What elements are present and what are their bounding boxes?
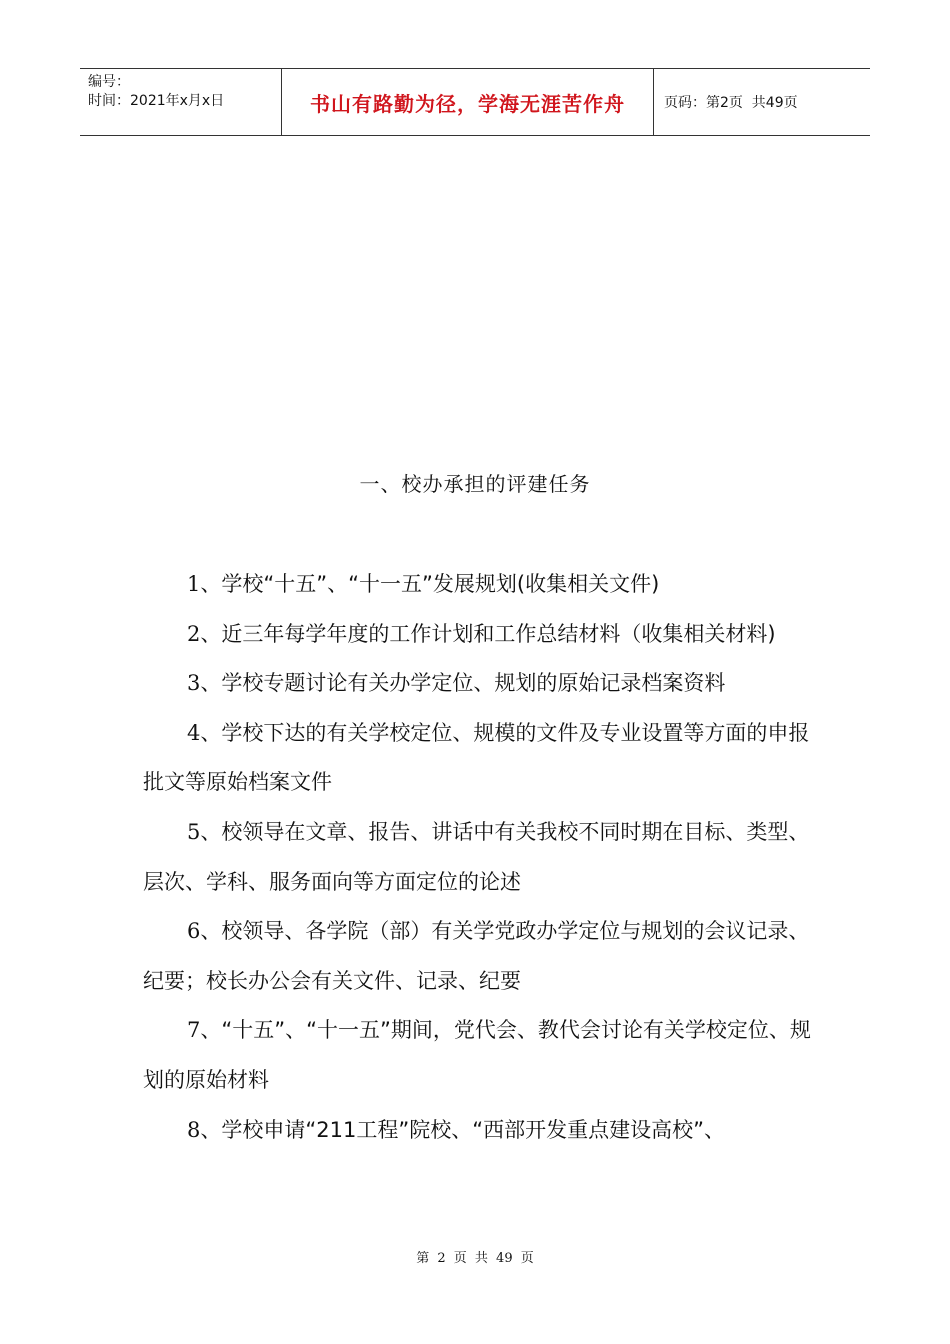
item-number: 8 [187, 1117, 201, 1142]
item-number: 3 [187, 671, 201, 696]
item-number: 1 [187, 572, 201, 596]
item-text: 、学校下达的有关学校定位、规模的文件及专业设置等方面的申报批文等原始档案文件 [143, 720, 810, 795]
motto-text: 书山有路勤为径，学海无涯苦作舟 [310, 91, 625, 116]
number-label: 编号： [88, 74, 130, 90]
list-item [143, 659, 811, 709]
time-label: 时间：2021年x月x日 [88, 93, 225, 109]
list-item [143, 560, 811, 610]
document-body [143, 560, 811, 1155]
header-page-cell [654, 69, 870, 135]
list-item [143, 907, 811, 1006]
item-text: 、学校“十五”、“十一五”发展规划(收集相关文件) [200, 572, 660, 596]
list-item [143, 709, 811, 808]
item-number: 7 [187, 1018, 201, 1043]
item-text: 、校领导、各学院（部）有关学党政办学定位与规划的会议记录、纪要；校长办公会有关文件、记录、纪要 [143, 919, 810, 993]
item-text: 、校领导在文章、报告、讲话中有关我校不同时期在目标、类型、层次、学科、服务面向等方面定位的论述 [143, 819, 810, 894]
list-item [143, 610, 811, 660]
list-item [143, 1006, 811, 1105]
page-header [80, 68, 870, 136]
item-text: 、学校申请“211工程”院校、“西部开发重点建设高校”、 [200, 1117, 725, 1142]
section-title: 一、校办承担的评建任务 [359, 472, 591, 496]
item-number: 2 [187, 621, 201, 646]
item-text: 、学校专题讨论有关办学定位、规划的原始记录档案资料 [200, 671, 726, 696]
list-item [143, 1106, 811, 1156]
item-text: 、近三年每学年度的工作计划和工作总结材料（收集相关材料) [200, 621, 776, 646]
item-text: 、“十五”、“十一五”期间，党代会、教代会讨论有关学校定位、规划的原始材料 [143, 1018, 811, 1092]
page-footer: 第 2 页 共 49 页 [416, 1251, 534, 1266]
item-number: 6 [187, 919, 201, 944]
item-number: 5 [187, 819, 201, 844]
header-motto-cell [282, 69, 654, 135]
page-info: 页码：第2页 共49页 [664, 95, 798, 111]
header-meta-cell [80, 69, 282, 135]
item-number: 4 [187, 720, 201, 745]
list-item [143, 808, 811, 907]
